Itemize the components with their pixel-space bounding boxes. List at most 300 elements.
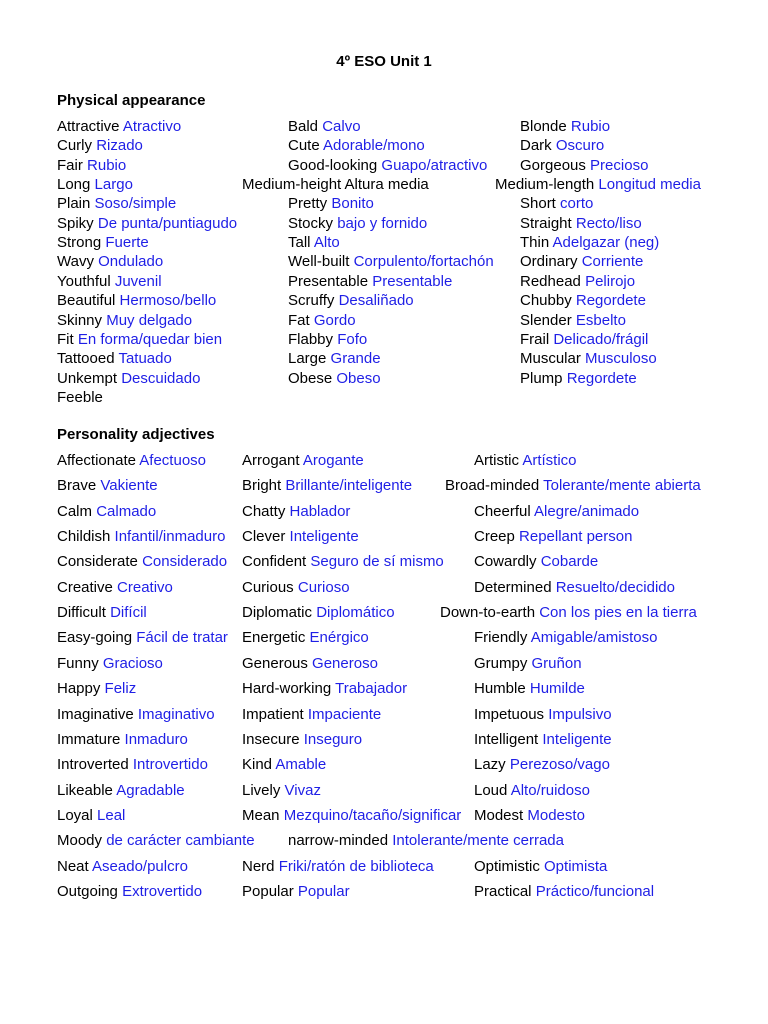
english-word: Affectionate bbox=[57, 452, 136, 469]
english-word: Cute bbox=[288, 137, 320, 155]
english-word: Funny bbox=[57, 654, 99, 672]
vocab-entry bbox=[440, 603, 697, 623]
vocab-row bbox=[0, 527, 768, 547]
spanish-translation: Longitud media bbox=[598, 176, 701, 194]
spanish-translation: Tolerante/mente abierta bbox=[543, 477, 701, 495]
vocab-entry bbox=[474, 451, 577, 471]
vocab-entry bbox=[57, 156, 126, 176]
english-word: Likeable bbox=[57, 781, 113, 799]
english-word: Ordinary bbox=[520, 253, 578, 271]
vocab-entry bbox=[57, 194, 176, 214]
vocab-entry bbox=[288, 233, 340, 253]
vocab-entry bbox=[242, 705, 381, 725]
spanish-translation: bajo y fornido bbox=[337, 214, 428, 232]
vocab-row bbox=[0, 502, 768, 522]
vocab-entry bbox=[242, 502, 350, 522]
spanish-translation: Inseguro bbox=[303, 730, 363, 748]
english-word: Chatty bbox=[242, 502, 286, 520]
english-word: Broad-minded bbox=[445, 477, 540, 495]
english-word: Cowardly bbox=[474, 553, 537, 571]
vocab-entry bbox=[520, 369, 637, 389]
spanish-translation: Vakiente bbox=[100, 477, 158, 495]
spanish-translation: Tatuado bbox=[118, 350, 172, 368]
english-word: Diplomatic bbox=[242, 604, 313, 622]
english-word: Gorgeous bbox=[520, 156, 586, 174]
vocab-entry bbox=[474, 882, 654, 902]
vocab-entry bbox=[57, 272, 162, 292]
spanish-translation: Creativo bbox=[117, 578, 173, 596]
vocab-entry bbox=[57, 527, 225, 547]
vocab-row bbox=[0, 628, 768, 648]
vocab-row bbox=[0, 857, 768, 877]
english-word: Bright bbox=[242, 477, 282, 495]
spanish-translation: Popular bbox=[297, 882, 350, 900]
vocab-entry bbox=[242, 476, 412, 496]
vocab-entry bbox=[520, 291, 646, 311]
spanish-translation: Regordete bbox=[566, 369, 637, 387]
english-word: Creep bbox=[474, 528, 515, 546]
spanish-translation: Largo bbox=[94, 176, 133, 194]
vocab-entry bbox=[57, 705, 215, 725]
vocab-entry bbox=[474, 730, 612, 750]
vocab-entry bbox=[495, 175, 701, 195]
english-word: Happy bbox=[57, 680, 101, 698]
spanish-translation: Esbelto bbox=[575, 311, 626, 329]
vocab-entry bbox=[520, 272, 635, 292]
vocab-entry bbox=[520, 349, 657, 369]
spanish-translation: Aseado/pulcro bbox=[92, 857, 188, 875]
english-word: Obese bbox=[288, 369, 333, 387]
spanish-translation: Seguro de sí mismo bbox=[310, 553, 444, 571]
spanish-translation: Alto bbox=[313, 234, 340, 252]
vocab-row bbox=[0, 194, 768, 214]
spanish-translation: Inmaduro bbox=[124, 730, 188, 748]
vocab-row bbox=[0, 578, 768, 598]
vocab-entry bbox=[57, 755, 208, 775]
english-word: Frail bbox=[520, 330, 550, 348]
spanish-translation: Difícil bbox=[110, 604, 147, 622]
vocab-row bbox=[0, 451, 768, 471]
english-word: Blonde bbox=[520, 118, 567, 135]
spanish-translation: Imaginativo bbox=[137, 705, 215, 723]
vocab-entry bbox=[474, 679, 585, 699]
english-word: Fat bbox=[288, 311, 310, 329]
spanish-translation: Afectuoso bbox=[139, 452, 207, 469]
vocab-entry bbox=[57, 628, 228, 648]
english-word: Chubby bbox=[520, 292, 572, 310]
english-word: Loyal bbox=[57, 806, 93, 824]
spanish-translation: Cobarde bbox=[540, 553, 599, 571]
vocab-entry bbox=[288, 330, 367, 350]
spanish-translation: Mezquino/tacaño/significar bbox=[283, 806, 462, 824]
vocab-entry bbox=[288, 291, 414, 311]
english-word: Impetuous bbox=[474, 705, 545, 723]
spanish-translation: Soso/simple bbox=[94, 195, 177, 213]
english-word: Bald bbox=[288, 118, 319, 135]
spanish-translation: Leal bbox=[97, 806, 126, 824]
spanish-translation: Curioso bbox=[297, 578, 350, 596]
spanish-translation: Adorable/mono bbox=[323, 137, 425, 155]
english-word: Intelligent bbox=[474, 730, 539, 748]
spanish-translation: Pelirojo bbox=[585, 272, 636, 290]
vocab-row bbox=[0, 679, 768, 699]
spanish-translation: Calvo bbox=[322, 118, 361, 135]
spanish-translation: Rubio bbox=[570, 118, 611, 135]
vocab-entry bbox=[474, 502, 639, 522]
english-word: Short bbox=[520, 195, 556, 213]
english-word: Large bbox=[288, 350, 327, 368]
vocab-entry bbox=[520, 252, 643, 272]
english-word: Beautiful bbox=[57, 292, 116, 310]
vocab-row bbox=[0, 781, 768, 801]
vocab-entry bbox=[474, 705, 612, 725]
vocab-entry bbox=[242, 628, 369, 648]
vocab-entry bbox=[520, 311, 626, 331]
english-word: Lively bbox=[242, 781, 281, 799]
spanish-translation: Descuidado bbox=[121, 369, 201, 387]
spanish-translation: Diplomático bbox=[316, 604, 395, 622]
english-word: Presentable bbox=[288, 272, 369, 290]
spanish-translation: Gruñon bbox=[531, 654, 582, 672]
vocab-entry bbox=[242, 175, 429, 195]
spanish-translation: Amigable/amistoso bbox=[530, 629, 658, 647]
spanish-translation: Modesto bbox=[527, 806, 585, 824]
spanish-translation: Alto/ruidoso bbox=[510, 781, 590, 799]
english-word: Artistic bbox=[474, 452, 519, 469]
english-word: Straight bbox=[520, 214, 572, 232]
vocab-entry bbox=[57, 136, 143, 156]
spanish-translation: Enérgico bbox=[309, 629, 369, 647]
spanish-translation: Trabajador bbox=[335, 680, 408, 698]
english-word: Arrogant bbox=[242, 452, 300, 469]
vocab-entry bbox=[520, 194, 593, 214]
vocab-entry bbox=[520, 330, 648, 350]
vocab-entry bbox=[288, 214, 427, 234]
vocab-row bbox=[0, 388, 768, 408]
spanish-translation: Recto/liso bbox=[575, 214, 642, 232]
english-word: Youthful bbox=[57, 272, 111, 290]
english-word: Stocky bbox=[288, 214, 334, 232]
english-word: Curly bbox=[57, 137, 93, 155]
vocab-entry bbox=[57, 552, 227, 572]
vocab-entry bbox=[242, 730, 362, 750]
vocab-entry bbox=[57, 233, 149, 253]
vocab-row bbox=[0, 156, 768, 176]
english-word: Kind bbox=[242, 756, 273, 774]
spanish-translation: Con los pies en la tierra bbox=[539, 604, 697, 622]
vocab-entry bbox=[242, 578, 350, 598]
vocab-entry bbox=[288, 194, 374, 214]
vocab-entry bbox=[288, 252, 494, 272]
vocab-entry bbox=[57, 781, 185, 801]
english-word: Curious bbox=[242, 578, 294, 596]
english-word: Plain bbox=[57, 195, 91, 213]
english-word: Scruffy bbox=[288, 292, 335, 310]
spanish-translation: Introvertido bbox=[132, 756, 208, 774]
vocab-entry bbox=[57, 252, 163, 272]
vocab-entry bbox=[242, 451, 364, 471]
english-word: Neat bbox=[57, 857, 89, 875]
spanish-translation: Guapo/atractivo bbox=[381, 156, 488, 174]
english-word: Fair bbox=[57, 156, 83, 174]
english-word: Friendly bbox=[474, 629, 528, 647]
spanish-translation: corto bbox=[560, 195, 594, 213]
english-word: Optimistic bbox=[474, 857, 540, 875]
english-word: Easy-going bbox=[57, 629, 133, 647]
spanish-translation: Adelgazar (neg) bbox=[552, 234, 660, 252]
english-word: Insecure bbox=[242, 730, 300, 748]
vocab-entry bbox=[288, 156, 487, 176]
spanish-translation: Perezoso/vago bbox=[509, 756, 610, 774]
vocab-row bbox=[0, 882, 768, 902]
english-word: Medium-length bbox=[495, 176, 595, 194]
spanish-translation: Optimista bbox=[544, 857, 608, 875]
english-word: Muscular bbox=[520, 350, 581, 368]
english-word: Spiky bbox=[57, 214, 94, 232]
vocab-row bbox=[0, 476, 768, 496]
vocab-entry bbox=[57, 330, 222, 350]
vocab-entry bbox=[474, 552, 598, 572]
vocab-entry bbox=[57, 857, 188, 877]
english-word: Popular bbox=[242, 882, 294, 900]
spanish-translation: Muy delgado bbox=[106, 311, 193, 329]
english-word: Considerate bbox=[57, 553, 138, 571]
english-word: Tattooed bbox=[57, 350, 115, 368]
vocab-entry bbox=[57, 882, 202, 902]
spanish-translation: Hermoso/bello bbox=[119, 292, 217, 310]
vocab-entry bbox=[242, 755, 326, 775]
vocab-entry bbox=[57, 654, 163, 674]
spanish-translation: Alegre/animado bbox=[534, 502, 640, 520]
english-word: Tall bbox=[288, 234, 311, 252]
spanish-translation: Inteligente bbox=[542, 730, 612, 748]
english-word: Strong bbox=[57, 234, 102, 252]
vocab-entry bbox=[57, 831, 255, 851]
english-word: Generous bbox=[242, 654, 308, 672]
spanish-translation: Arogante bbox=[302, 452, 364, 469]
vocab-row bbox=[0, 252, 768, 272]
english-word: Determined bbox=[474, 578, 552, 596]
english-word: Slender bbox=[520, 311, 572, 329]
vocab-entry bbox=[288, 136, 425, 156]
english-word: Cheerful bbox=[474, 502, 531, 520]
vocab-entry bbox=[288, 311, 356, 331]
vocab-entry bbox=[57, 214, 237, 234]
english-word: Thin bbox=[520, 234, 550, 252]
vocab-row bbox=[0, 603, 768, 623]
vocab-row bbox=[0, 175, 768, 195]
vocab-entry bbox=[474, 628, 657, 648]
english-word: Feeble bbox=[57, 388, 103, 406]
spanish-translation: Impulsivo bbox=[548, 705, 612, 723]
english-word: Hard-working bbox=[242, 680, 332, 698]
spanish-translation: Intolerante/mente cerrada bbox=[392, 832, 564, 850]
vocab-row bbox=[0, 755, 768, 775]
vocab-entry bbox=[288, 369, 381, 389]
english-word: Plump bbox=[520, 369, 563, 387]
vocab-row bbox=[0, 806, 768, 826]
spanish-translation: Delicado/frágil bbox=[553, 330, 649, 348]
spanish-translation: Impaciente bbox=[307, 705, 382, 723]
english-word: Pretty bbox=[288, 195, 328, 213]
vocab-entry bbox=[242, 806, 461, 826]
spanish-translation: Rizado bbox=[96, 137, 143, 155]
english-word: Difficult bbox=[57, 604, 106, 622]
spanish-translation: Calmado bbox=[96, 502, 157, 520]
vocab-entry bbox=[520, 117, 610, 137]
vocab-row bbox=[0, 291, 768, 311]
english-word: Humble bbox=[474, 680, 526, 698]
english-word: Imaginative bbox=[57, 705, 134, 723]
section-heading: Personality adjectives bbox=[57, 426, 215, 443]
spanish-translation: Infantil/inmaduro bbox=[114, 528, 226, 546]
english-word: Outgoing bbox=[57, 882, 118, 900]
english-word: Loud bbox=[474, 781, 508, 799]
spanish-translation: Atractivo bbox=[122, 118, 182, 135]
spanish-translation: Corriente bbox=[581, 253, 644, 271]
vocab-entry bbox=[57, 476, 158, 496]
spanish-translation: Gracioso bbox=[102, 654, 163, 672]
english-word: Moody bbox=[57, 832, 103, 850]
english-word: Nerd bbox=[242, 857, 275, 875]
vocab-entry bbox=[57, 502, 156, 522]
vocab-entry bbox=[242, 781, 321, 801]
vocab-entry bbox=[57, 349, 172, 369]
vocab-row bbox=[0, 136, 768, 156]
spanish-translation: Feliz bbox=[104, 680, 137, 698]
spanish-translation: Humilde bbox=[529, 680, 585, 698]
vocab-entry bbox=[57, 806, 125, 826]
vocab-entry bbox=[474, 806, 585, 826]
spanish-translation: Resuelto/decidido bbox=[555, 578, 675, 596]
vocab-row bbox=[0, 552, 768, 572]
vocab-entry bbox=[242, 552, 444, 572]
english-word: Medium-height Altura media bbox=[242, 176, 429, 194]
vocab-entry bbox=[57, 311, 192, 331]
vocab-row bbox=[0, 214, 768, 234]
vocab-entry bbox=[288, 272, 452, 292]
spanish-translation: Fofo bbox=[337, 330, 368, 348]
english-word: Brave bbox=[57, 477, 97, 495]
english-word: Grumpy bbox=[474, 654, 528, 672]
section-heading: Physical appearance bbox=[57, 92, 206, 109]
english-word: Practical bbox=[474, 882, 532, 900]
spanish-translation: Vivaz bbox=[284, 781, 321, 799]
english-word: Impatient bbox=[242, 705, 304, 723]
english-word: Modest bbox=[474, 806, 524, 824]
vocab-entry bbox=[242, 857, 434, 877]
spanish-translation: Bonito bbox=[331, 195, 374, 213]
vocab-entry bbox=[57, 578, 173, 598]
spanish-translation: de carácter cambiante bbox=[106, 832, 255, 850]
vocab-entry bbox=[57, 730, 188, 750]
vocab-row bbox=[0, 730, 768, 750]
vocab-entry bbox=[474, 781, 590, 801]
english-word: Energetic bbox=[242, 629, 306, 647]
spanish-translation: En forma/quedar bien bbox=[77, 330, 223, 348]
english-word: Wavy bbox=[57, 253, 94, 271]
english-word: Well-built bbox=[288, 253, 350, 271]
vocab-entry bbox=[57, 679, 136, 699]
vocab-row bbox=[0, 705, 768, 725]
english-word: Immature bbox=[57, 730, 121, 748]
vocab-entry bbox=[57, 369, 200, 389]
english-word: Good-looking bbox=[288, 156, 378, 174]
vocab-entry bbox=[288, 117, 361, 137]
english-word: Lazy bbox=[474, 756, 506, 774]
vocab-entry bbox=[445, 476, 701, 496]
vocab-entry bbox=[520, 136, 604, 156]
spanish-translation: Presentable bbox=[372, 272, 453, 290]
vocab-row bbox=[0, 311, 768, 331]
english-word: Flabby bbox=[288, 330, 334, 348]
spanish-translation: Corpulento/fortachón bbox=[353, 253, 494, 271]
spanish-translation: Brillante/inteligente bbox=[285, 477, 413, 495]
vocab-entry bbox=[520, 233, 659, 253]
spanish-translation: Ondulado bbox=[98, 253, 164, 271]
spanish-translation: Obeso bbox=[336, 369, 381, 387]
vocab-entry bbox=[57, 175, 133, 195]
spanish-translation: Fácil de tratar bbox=[136, 629, 228, 647]
spanish-translation: Considerado bbox=[142, 553, 228, 571]
vocab-entry bbox=[288, 831, 564, 851]
vocab-row bbox=[0, 233, 768, 253]
vocab-row bbox=[0, 272, 768, 292]
vocab-entry bbox=[57, 451, 206, 471]
english-word: Childish bbox=[57, 528, 111, 546]
english-word: Mean bbox=[242, 806, 280, 824]
spanish-translation: Friki/ratón de biblioteca bbox=[278, 857, 434, 875]
vocab-entry bbox=[57, 603, 147, 623]
vocab-row bbox=[0, 831, 768, 851]
english-word: Introverted bbox=[57, 756, 129, 774]
english-word: Clever bbox=[242, 528, 286, 546]
vocab-row bbox=[0, 349, 768, 369]
spanish-translation: Repellant person bbox=[519, 528, 633, 546]
page-title: 4º ESO Unit 1 bbox=[336, 53, 432, 70]
spanish-translation: Juvenil bbox=[114, 272, 162, 290]
english-word: Long bbox=[57, 176, 91, 194]
spanish-translation: Regordete bbox=[575, 292, 646, 310]
spanish-translation: De punta/puntiagudo bbox=[97, 214, 238, 232]
spanish-translation: Agradable bbox=[116, 781, 185, 799]
vocab-entry bbox=[242, 679, 407, 699]
vocab-entry bbox=[242, 654, 378, 674]
vocab-entry bbox=[520, 156, 648, 176]
english-word: Attractive bbox=[57, 118, 120, 135]
spanish-translation: Gordo bbox=[313, 311, 356, 329]
vocab-entry bbox=[57, 388, 103, 408]
vocab-entry bbox=[474, 857, 607, 877]
spanish-translation: Oscuro bbox=[555, 137, 605, 155]
vocab-entry bbox=[474, 527, 632, 547]
spanish-translation: Musculoso bbox=[585, 350, 657, 368]
english-word: Calm bbox=[57, 502, 93, 520]
english-word: narrow-minded bbox=[288, 832, 389, 850]
spanish-translation: Desaliñado bbox=[338, 292, 414, 310]
vocab-entry bbox=[520, 214, 642, 234]
english-word: Dark bbox=[520, 137, 552, 155]
vocab-entry bbox=[474, 755, 610, 775]
vocab-entry bbox=[57, 291, 216, 311]
vocab-entry bbox=[242, 527, 359, 547]
english-word: Down-to-earth bbox=[440, 604, 536, 622]
vocab-entry bbox=[242, 882, 350, 902]
spanish-translation: Rubio bbox=[87, 156, 127, 174]
english-word: Creative bbox=[57, 578, 113, 596]
vocab-entry bbox=[474, 654, 582, 674]
english-word: Skinny bbox=[57, 311, 103, 329]
